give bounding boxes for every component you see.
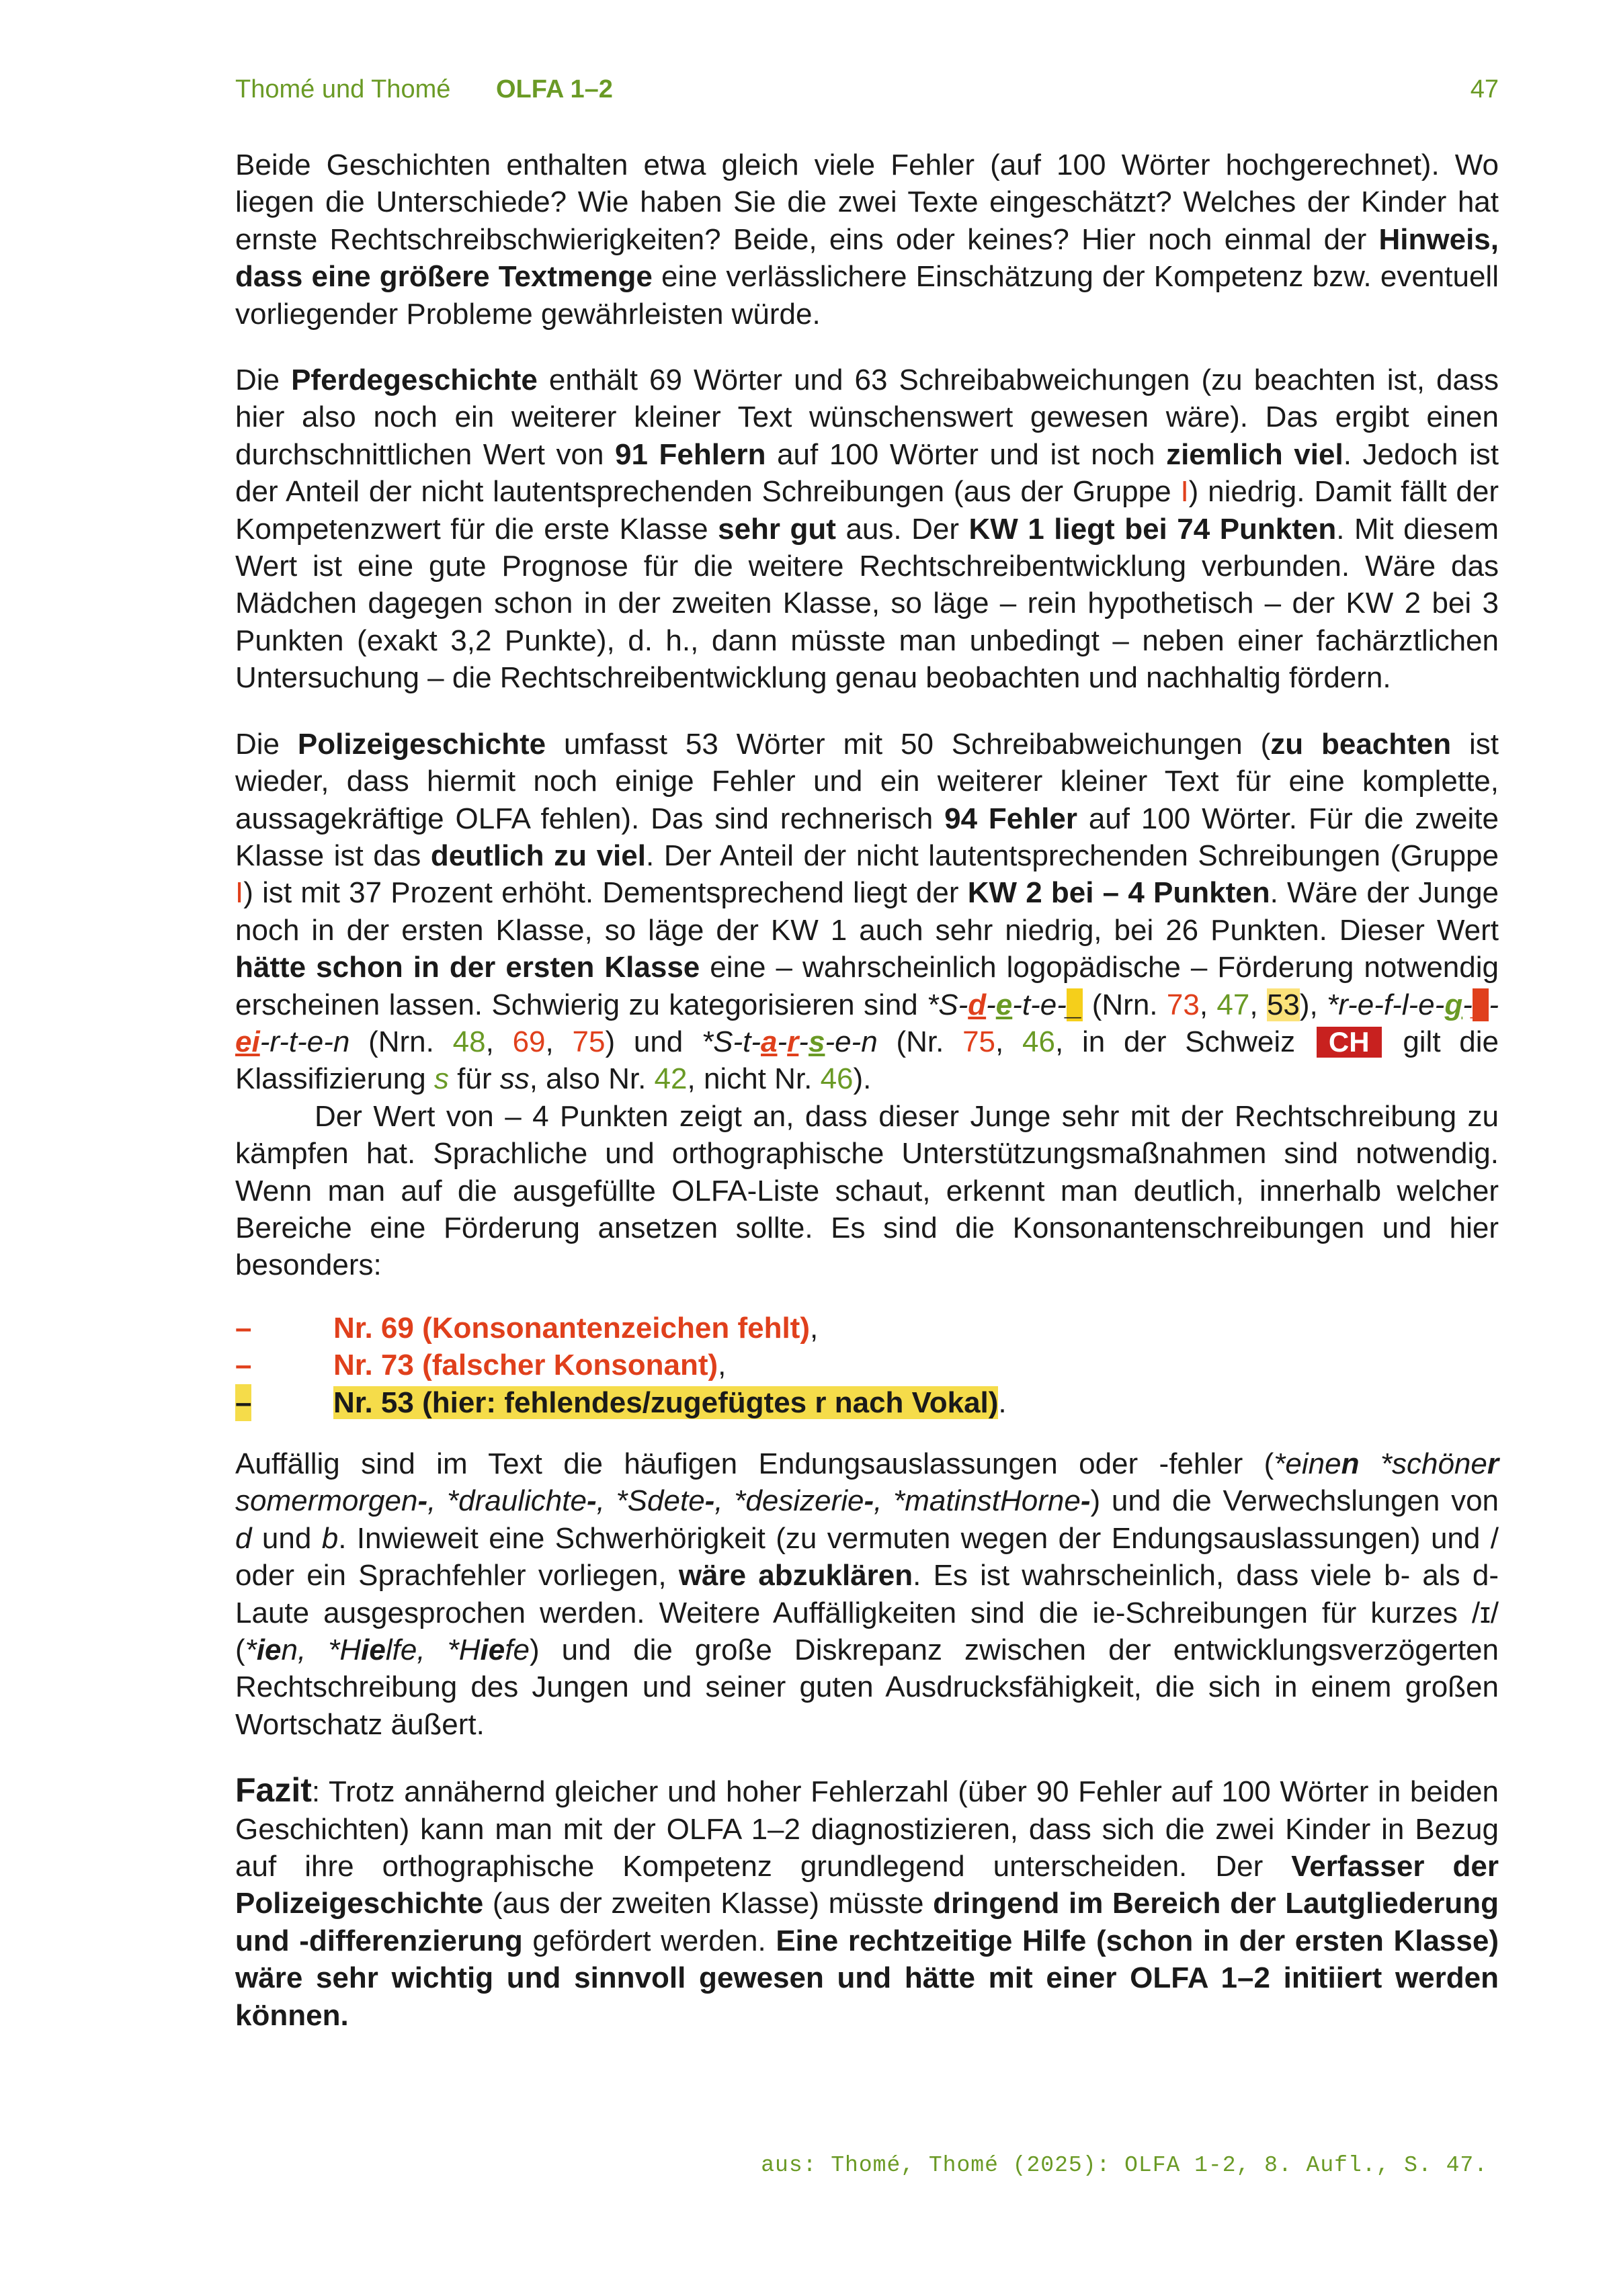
header-authors: Thomé und Thomé: [235, 75, 451, 103]
country-badge-ch: CH: [1317, 1027, 1382, 1058]
text: gefördert werden.: [522, 1924, 776, 1957]
bold-text: ie: [480, 1633, 505, 1667]
bold-text: sehr gut: [718, 512, 836, 546]
paragraph-pferdegeschichte: [235, 362, 1499, 697]
page-number: 47: [1470, 75, 1499, 103]
text: n,: [281, 1633, 329, 1667]
list-dash: –: [235, 1384, 251, 1421]
bold-text: KW 2 bei – 4 Punkten: [967, 876, 1270, 910]
bold-text: r: [1487, 1447, 1499, 1480]
text: *H: [447, 1633, 481, 1667]
example-letter: b: [321, 1521, 339, 1555]
text: (Nrn.: [1083, 988, 1167, 1021]
text: ,: [809, 1311, 819, 1345]
text: ) und die Verwechslungen von: [1090, 1484, 1499, 1518]
text: eine verlässlichere Einschätzung der Kompetenz bzw. eventuell vorliegender Probleme gewährleisten würde.: [235, 260, 1499, 331]
text: -r-t-e-n: [259, 1025, 350, 1058]
text: somermorgen: [235, 1484, 418, 1518]
text: enthält 69 Wörter und 63 Schreibabweichungen (zu beachten ist, dass hier also noch ein weiterer kleiner Text wünschenswert gewesen wäre). Das ergibt einen durchschnittlichen Wert von: [235, 364, 1499, 471]
bold-text: wäre abzuklären: [678, 1559, 913, 1592]
text: ) und die große Diskrepanz zwischen der entwicklungsverzögerten Rechtschreibung des Jungen und seiner guten Ausdrucksfähigkeit, die sich in einem großen Wortschatz äußert.: [235, 1633, 1499, 1741]
text: Die: [235, 364, 292, 397]
bold-text: zu beachten: [1270, 727, 1452, 761]
marked-letter: s: [808, 1025, 825, 1058]
text: , nicht Nr.: [687, 1062, 821, 1096]
bold-text: Hinweis, dass eine größere Textmenge: [235, 222, 1499, 294]
text: eine – wahrscheinlich logopädische – Förderung notwendig erscheinen lassen. Schwierig zu kategorisieren sind: [235, 951, 1499, 1021]
bold-text: 91 Fehlern: [615, 437, 766, 471]
text: .: [998, 1386, 1007, 1419]
bold-text: Verfasser der Polizeigeschichte: [235, 1850, 1499, 1920]
marked-letter: g: [1444, 988, 1463, 1021]
example-words-ie: [245, 1633, 530, 1666]
text: ) und: [605, 1025, 702, 1058]
text: Die: [235, 727, 298, 761]
text: , *desizerie: [714, 1484, 864, 1518]
marked-letter: e: [995, 988, 1013, 1021]
list-text: Nr. 53 (hier: fehlendes/zugefügtes r nach Vokal): [333, 1386, 999, 1419]
text: auf 100 Wörter. Für die zweite Klasse ist das: [235, 802, 1499, 872]
text: ).: [853, 1062, 872, 1096]
list-dash: –: [235, 1349, 252, 1382]
text: umfasst 53 Wörter mit 50 Schreibabweichungen (: [546, 727, 1271, 761]
text: , *draulichte: [427, 1484, 587, 1518]
list-text: Nr. 73 (falscher Konsonant): [333, 1349, 718, 1382]
bold-text: Pferdegeschichte: [291, 364, 538, 397]
paragraph-auffaellig: [235, 1445, 1499, 1743]
text: ,: [545, 1025, 573, 1058]
bold-text: -: [704, 1484, 715, 1518]
text: . Mit diesem Wert ist eine gute Prognose für die weitere Rechtschreibentwicklung verbunden. Wäre das Mädchen dagegen schon in der zweiten Klasse, so läge – rein hypothetisch – der KW 2 bei 3 Punkten (exakt 3,2 Punkte), d. h., dann müsste man unbedingt – neben einer fachärztlichen Untersuchung – die Rechtschreibentwicklung genau beobachten und nachhaltig fördern.: [235, 512, 1499, 695]
bold-text: dringend im Bereich der Lautgliederung und -differenzierung: [235, 1887, 1499, 1957]
bold-text: -: [586, 1484, 597, 1518]
marked-letter: d: [968, 988, 987, 1021]
text: Auffällig sind im Text die häufigen Endungsauslassungen oder -fehler (: [235, 1447, 1274, 1480]
marked-letter: ei: [235, 1025, 260, 1058]
paragraph-intro: [235, 146, 1499, 333]
bold-text: ziemlich viel: [1166, 437, 1343, 471]
example-letter: s: [433, 1062, 449, 1096]
bold-text: n: [1341, 1447, 1360, 1480]
text: ,: [995, 1025, 1023, 1058]
item-number: 75: [962, 1025, 996, 1058]
list-item: [235, 1310, 1499, 1347]
text: . Es ist wahrscheinlich, dass viele b- als d-Laute ausgesprochen werden. Weitere Auffälligkeiten sind die ie-Schreibungen für kurzes /ɪ/ (: [235, 1559, 1499, 1667]
text: ) ist mit 37 Prozent erhöht. Dementsprechend liegt der: [243, 876, 968, 910]
list-item: [235, 1384, 1499, 1421]
group-marker-red: I: [1180, 475, 1189, 509]
paragraph-wert: Der Wert von – 4 Punkten zeigt an, dass dieser Junge sehr mit der Rechtschreibung zu kämpfen hat. Sprachliche und orthographische Unterstützungsmaßnahmen sind notwendig. Wenn man auf die ausgefüllte OLFA-Liste schaut, erkennt man deutlich, innerhalb welcher Bereiche eine Förderung ansetzen sollte. Es sind die Konsonantenschreibungen und hier besonders:: [235, 1099, 1499, 1282]
list-text: Nr. 69 (Konsonantenzeichen fehlt): [333, 1311, 810, 1345]
text: -: [986, 988, 996, 1021]
text: ,: [485, 1025, 513, 1058]
text: *eine: [1274, 1447, 1341, 1480]
text: -e-n: [825, 1025, 878, 1058]
text: ),: [1299, 988, 1327, 1021]
text: (aus der zweiten Klasse) müsste: [483, 1887, 934, 1920]
text: , in der Schweiz: [1054, 1025, 1314, 1058]
example-word-starsen: [702, 1025, 878, 1058]
text: *: [245, 1633, 257, 1667]
text: fe: [505, 1633, 530, 1667]
text: (Nrn.: [349, 1025, 453, 1058]
text: aus. Der: [835, 512, 969, 546]
text: -: [777, 1025, 788, 1058]
text: -: [798, 1025, 809, 1058]
text: *S-t-: [702, 1025, 761, 1058]
text: ,: [1199, 988, 1217, 1021]
bold-text: Polizeigeschichte: [297, 727, 546, 761]
text: *H: [328, 1633, 362, 1667]
gap-marker: _: [1472, 988, 1489, 1021]
text: , *Sdete: [596, 1484, 705, 1518]
item-number: 75: [572, 1025, 606, 1058]
bold-text: KW 1 liegt bei 74 Punkten: [968, 512, 1337, 546]
text: *r-e-f-l-e-: [1327, 988, 1445, 1021]
text: . Jedoch ist der Anteil der nicht lautentsprechenden Schreibungen (aus der Gruppe: [235, 437, 1499, 509]
example-letter: ss: [499, 1062, 530, 1096]
text: und: [251, 1521, 322, 1555]
text: gilt die Klassifizierung: [235, 1025, 1499, 1096]
bold-text: ie: [361, 1633, 386, 1667]
bold-text: Eine rechtzeitige Hilfe (schon in der ersten Klasse) wäre sehr wichtig und sinnvoll gewesen und hätte mit einer OLFA 1–2 initiiert werden können.: [235, 1924, 1499, 2032]
item-number: 69: [512, 1025, 546, 1058]
text: ) niedrig. Damit fällt der Kompetenzwert für die erste Klasse: [235, 475, 1499, 546]
text: lfe,: [385, 1633, 448, 1667]
text: Beide Geschichten enthalten etwa gleich viele Fehler (auf 100 Wörter hochgerechnet). Wo liegen die Unterschiede? Wie haben Sie die zwei Texte eingeschätzt? Welches der Kinder hat ernste Rechtschreibschwierigkeiten? Beide, eins oder keines? Hier noch einmal der: [235, 148, 1499, 256]
item-number: 46: [1022, 1025, 1055, 1058]
item-number: 42: [654, 1062, 688, 1096]
text: -: [1462, 988, 1473, 1021]
text: (Nr.: [877, 1025, 963, 1058]
text: ,: [718, 1349, 727, 1382]
list-dash: –: [235, 1311, 252, 1345]
text: -t-e-: [1012, 988, 1067, 1021]
bold-text: -: [417, 1484, 428, 1518]
marked-letter: a: [761, 1025, 778, 1058]
text: . Wäre der Junge noch in der ersten Klasse, so läge der KW 1 auch sehr niedrig, bei 26 Punkten. Dieser Wert: [235, 876, 1499, 947]
text: [1359, 1447, 1380, 1480]
list-item: [235, 1347, 1499, 1384]
example-word-sdete: [927, 988, 1083, 1021]
text: , *matinstHorne: [874, 1484, 1081, 1518]
bold-text: ie: [256, 1633, 282, 1667]
source-citation: aus: Thomé, Thomé (2025): OLFA 1-2, 8. Aufl., S. 47.: [761, 2153, 1488, 2178]
fazit-heading: Fazit: [235, 1771, 312, 1810]
text: für: [448, 1062, 500, 1096]
bold-text: -: [864, 1484, 874, 1518]
focus-list: [235, 1310, 1499, 1421]
document-body: [235, 146, 1499, 2063]
bold-text: -: [1080, 1484, 1091, 1518]
text: . Inwieweit eine Schwerhörigkeit (zu vermuten wegen der Endungsauslassungen) und / oder ein Sprachfehler vorliegen,: [235, 1521, 1499, 1592]
paragraph-polizeigeschichte: [235, 726, 1499, 1098]
page-header: [235, 75, 1499, 109]
text: ist wieder, dass hiermit noch einige Fehler und ein weiterer kleiner Text für eine komplette, aussagekräftige OLFA fehlen). Das sind rechnerisch: [235, 727, 1499, 835]
item-number: 73: [1166, 988, 1200, 1021]
item-number: 53: [1266, 988, 1300, 1021]
text: auf 100 Wörter und ist noch: [766, 437, 1167, 471]
bold-text: 94 Fehler: [944, 802, 1077, 835]
text: ,: [1249, 988, 1267, 1021]
example-letter: d: [235, 1521, 252, 1555]
bold-text: hätte schon in der ersten Klasse: [235, 951, 700, 984]
header-series: OLFA 1–2: [496, 75, 613, 103]
text: -: [1489, 988, 1499, 1021]
text: *S-: [927, 988, 968, 1021]
gap-marker: _: [1066, 988, 1083, 1021]
text: , also Nr.: [529, 1062, 655, 1096]
text: : Trotz annähernd gleicher und hoher Fehlerzahl (über 90 Fehler auf 100 Wörter in beiden Geschichten) kann man mit der OLFA 1–2 diagnostizieren, dass sich die zwei Kinder in Bezug auf ihre orthographische Kompetenz grundlegend unterscheiden. Der: [235, 1775, 1499, 1883]
item-number: 47: [1216, 988, 1250, 1021]
item-number: 46: [820, 1062, 854, 1096]
bold-text: deutlich zu viel: [430, 839, 646, 872]
text: *schöne: [1380, 1447, 1487, 1480]
group-marker-red: I: [235, 876, 244, 910]
item-number: 48: [452, 1025, 486, 1058]
marked-letter: r: [787, 1025, 799, 1058]
text: . Der Anteil der nicht lautentsprechenden Schreibungen (Gruppe: [645, 839, 1499, 872]
paragraph-fazit: [235, 1772, 1499, 2034]
